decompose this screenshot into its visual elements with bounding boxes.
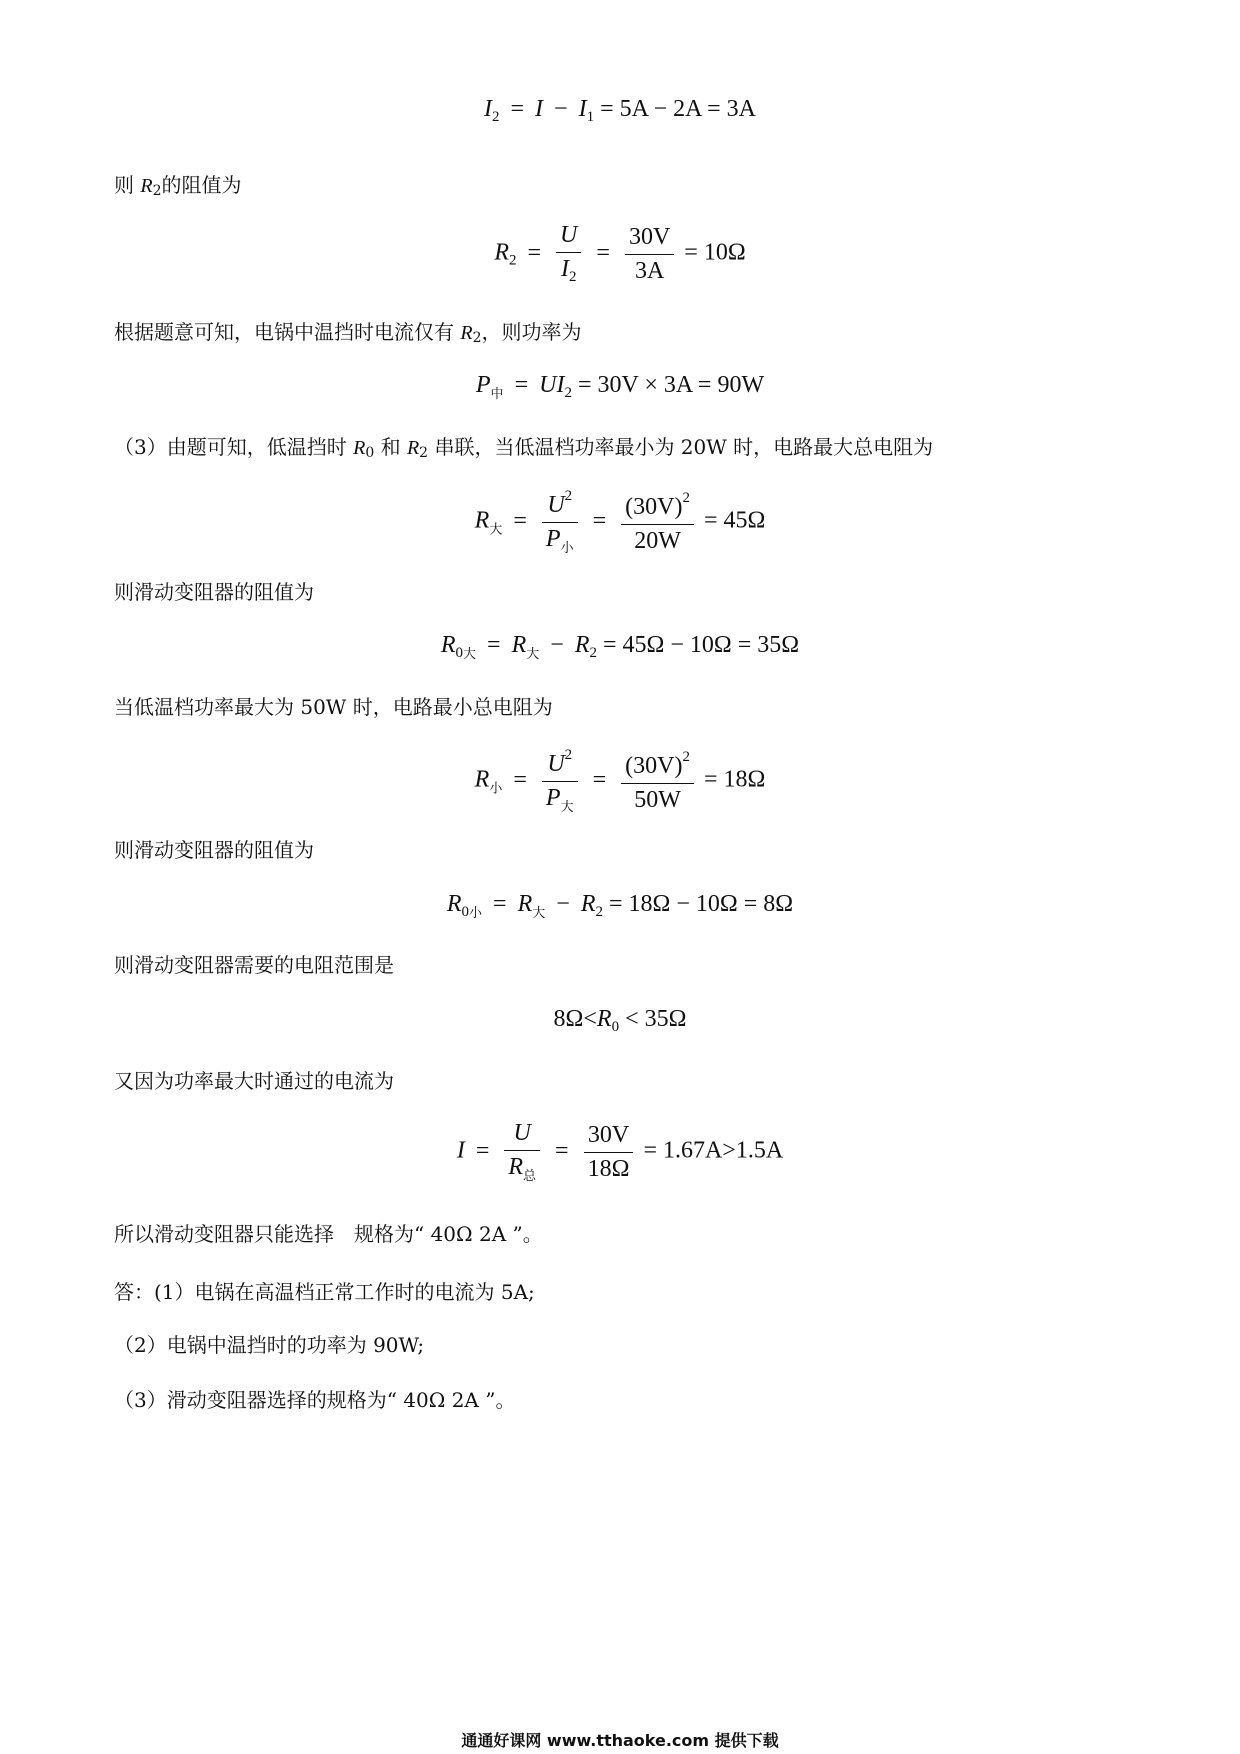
text-line: 则 R2的阻值为 (114, 173, 242, 199)
text-line: （3）由题可知，低温挡时 R0 和 R2 串联，当低温档功率最小为 20W 时，电路最大总电阻为 (114, 435, 934, 461)
text-line: 则滑动变阻器的阻值为 (114, 580, 314, 604)
equation-r0-min: $R_{0小} = R_大 - R_2 = 18\Omega - 10\Omega = 8\Omega$ (446, 891, 794, 921)
answer-line: （3）滑动变阻器选择的规格为“ 40Ω 2A ”。 (114, 1388, 516, 1412)
equation-r0-max: $R_{0大} = R_大 - R_2 = 45\Omega - 10\Omega = 35\Omega$ (440, 632, 800, 662)
text-line: 又因为功率最大时通过的电流为 (114, 1069, 394, 1093)
text-line: 当低温档功率最大为 50W 时，电路最小总电阻为 (114, 695, 553, 719)
equation-power-medium: $P_中 = UI_2 = 30V \times 3A = 90W$ (475, 372, 765, 402)
answer-line: （2）电锅中温挡时的功率为 90W; (114, 1333, 425, 1357)
answer-line: 答：(1）电锅在高温档正常工作时的电流为 5A; (114, 1280, 535, 1304)
text-line: 根据题意可知，电锅中温挡时电流仅有 R2，则功率为 (114, 320, 582, 346)
text-line: 所以滑动变阻器只能选择 规格为“ 40Ω 2A ”。 (114, 1222, 543, 1246)
text-line: 则滑动变阻器需要的电阻范围是 (114, 953, 394, 977)
equation-current-max: I = $\frac{U}{R_总}$ = $\frac{30V}{18\Omega}$ = 1.67A>1.5A (456, 1120, 784, 1184)
equation-r-min: $R_小$ = $\frac{U^2}{P_大}$ = $\frac{(30V)^2}{50W}$ = 18Ω (474, 747, 766, 815)
text-line: 则滑动变阻器的阻值为 (114, 838, 314, 862)
equation-r2: $R_2$ = $\frac{U}{I_2}$ = $\frac{30V}{3A}$ = 10Ω (494, 222, 746, 285)
page-footer: 通通好课网 www.tthaoke.com 提供下载 (461, 1731, 779, 1750)
equation-range: $8\Omega<R_0 < 35\Omega$ (553, 1006, 687, 1035)
equation-r-max: $R_大$ = $\frac{U^2}{P_小}$ = $\frac{(30V)^2}{20W}$ = 45Ω (474, 488, 766, 556)
equation-current-i2: $I_2 = I - I_1 = 5A - 2A = 3A$ (483, 96, 757, 125)
